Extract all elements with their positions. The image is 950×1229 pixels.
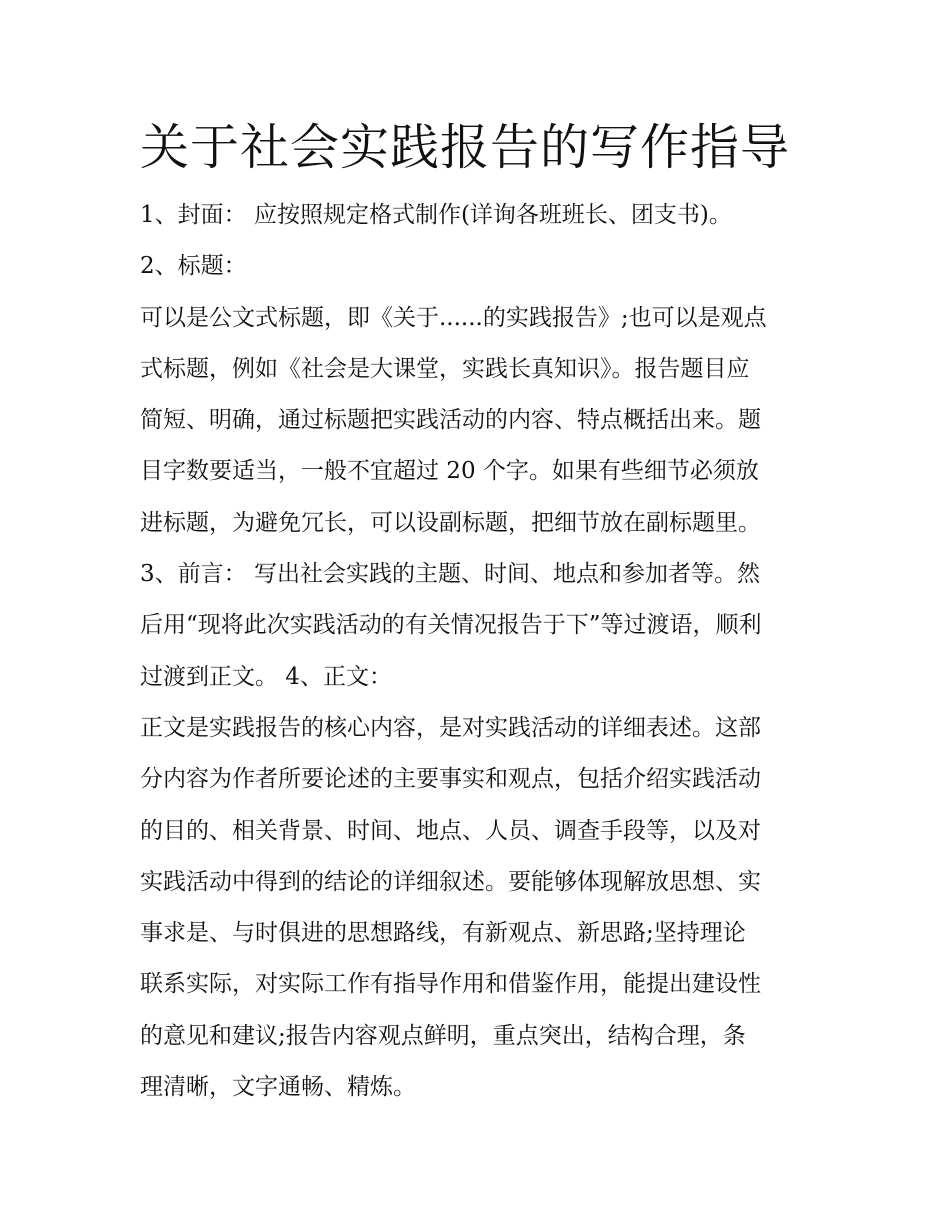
body-line: 理清晰，文字通畅、精炼。	[140, 1074, 416, 1101]
body-line: 进标题，为避免冗长，可以设副标题，把细节放在副标题里。	[140, 509, 761, 536]
body-line-main-text-heading: 过渡到正文。 4、正文：	[140, 663, 392, 690]
body-line: 分内容为作者所要论述的主要事实和观点，包括介绍实践活动	[140, 766, 761, 793]
body-line: 的意见和建议;报告内容观点鲜明，重点突出，结构合理，条	[140, 1022, 746, 1049]
body-line: 目字数要适当，一般不宜超过 20 个字。如果有些细节必须放	[140, 458, 759, 485]
body-line: 联系实际，对实际工作有指导作用和借鉴作用，能提出建设性	[140, 971, 761, 998]
body-line: 事求是、与时俱进的思想路线，有新观点、新思路;坚持理论	[140, 920, 746, 947]
body-line: 实践活动中得到的结论的详细叙述。要能够体现解放思想、实	[140, 868, 761, 895]
body-line: 式标题，例如《社会是大课堂，实践长真知识》。报告题目应	[140, 355, 750, 382]
body-line: 的目的、相关背景、时间、地点、人员、调查手段等，以及对	[140, 817, 761, 844]
page-title: 关于社会实践报告的写作指导	[140, 119, 791, 176]
body-line: 简短、明确，通过标题把实践活动的内容、特点概括出来。题	[140, 407, 761, 434]
body-line: 可以是公文式标题，即《关于......的实践报告》;也可以是观点	[140, 304, 767, 331]
body-line-preface: 3、前言： 写出社会实践的主题、时间、地点和参加者等。然	[140, 561, 760, 588]
body-line: 后用“现将此次实践活动的有关情况报告于下”等过渡语，顺利	[140, 612, 762, 639]
body-line-title-heading: 2、标题：	[140, 253, 247, 280]
document-body	[140, 190, 820, 1113]
body-line-cover: 1、封面： 应按照规定格式制作(详询各班班长、团支书)。	[140, 202, 732, 228]
body-line: 正文是实践报告的核心内容，是对实践活动的详细表述。这部	[140, 714, 761, 741]
document-content	[140, 112, 820, 1113]
